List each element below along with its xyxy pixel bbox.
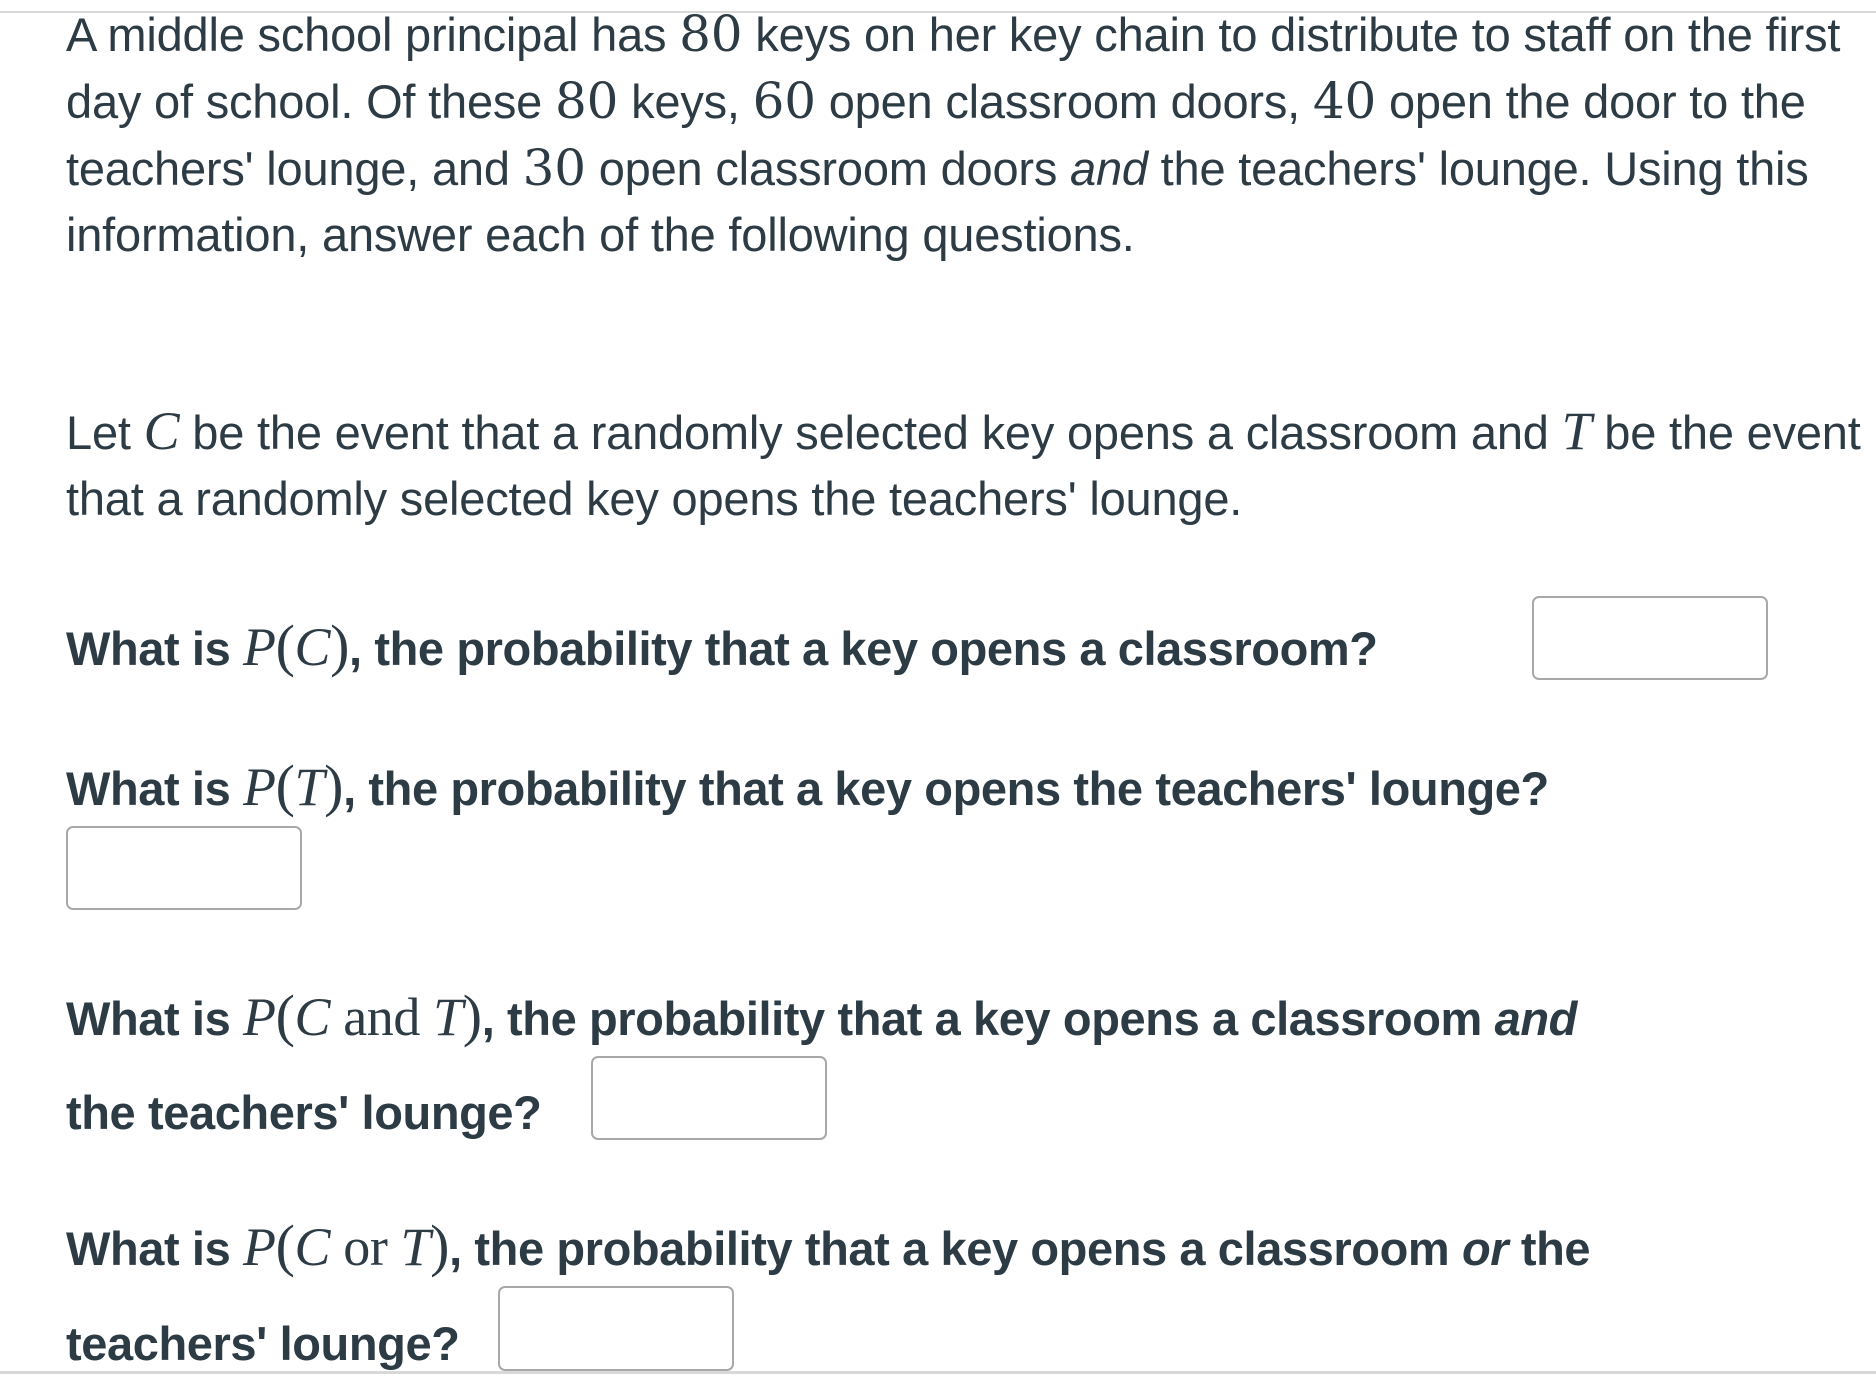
question-p-c-and-t-line2 — [66, 1080, 542, 1146]
intro-text: A middle school principal has — [66, 8, 680, 61]
question-text: , the probability that a key opens the teachers' lounge? — [343, 762, 1549, 815]
question-text: , the probability that a key opens a classroom? — [349, 622, 1378, 675]
question-text: , the probability that a key opens a classroom — [449, 1222, 1462, 1275]
bottom-divider — [0, 1371, 1876, 1374]
variable-t: T — [1561, 401, 1592, 461]
question-p-c-or-t: What is P(C or T), the probability that a key opens a classroom or the — [66, 1213, 1591, 1278]
question-prefix: What is — [66, 992, 243, 1045]
question-p-c-or-t-line2 — [66, 1311, 460, 1377]
variable-t: T — [400, 1217, 431, 1277]
question-text: , the probability that a key opens a classroom — [481, 992, 1495, 1045]
variable-c: C — [294, 617, 331, 677]
intro-text: keys, — [618, 75, 753, 128]
question-text: the — [1508, 1222, 1591, 1275]
answer-input-p-c-or-t[interactable] — [498, 1286, 734, 1371]
intro-text: the teachers' lounge. Using this information, answer each of the following questions. — [66, 142, 1809, 261]
emphasis-or: or — [1461, 1222, 1509, 1275]
intro-text: open classroom doors, — [815, 75, 1313, 128]
emphasis-and: and — [1070, 142, 1148, 195]
variable-c: C — [294, 1217, 331, 1277]
question-text: teachers' lounge? — [66, 1317, 460, 1370]
question-p-t: What is P(T), the probability that a key opens the teachers' lounge? — [66, 753, 1549, 818]
definition-text: Let — [66, 406, 144, 459]
variable-t: T — [294, 757, 325, 817]
variable-c: C — [143, 401, 180, 461]
function-p: P — [242, 617, 276, 677]
question-prefix: What is — [66, 1222, 243, 1275]
number-classroom-keys: 60 — [752, 72, 816, 130]
question-text: the teachers' lounge? — [66, 1086, 542, 1139]
intro-text: open the door to the teachers' lounge, and — [66, 75, 1806, 195]
variable-c: C — [294, 987, 331, 1047]
event-definitions — [66, 398, 1866, 532]
function-p: P — [242, 987, 276, 1047]
answer-input-p-t[interactable] — [66, 826, 302, 910]
question-prefix: What is — [66, 762, 243, 815]
question-p-c-and-t: What is P(C and T), the probability that a key opens a classroom and — [66, 983, 1577, 1048]
emphasis-and: and — [1494, 992, 1577, 1045]
function-p: P — [242, 757, 276, 817]
number-total-keys: 80 — [679, 5, 743, 63]
question-prefix: What is — [66, 622, 243, 675]
intro-text: open classroom doors — [585, 142, 1070, 195]
variable-t: T — [433, 987, 463, 1047]
operator-and: and — [343, 987, 421, 1047]
function-p: P — [242, 1217, 276, 1277]
number-total-keys: 80 — [554, 72, 619, 130]
answer-input-p-c-and-t[interactable] — [591, 1056, 827, 1140]
definition-text: be the event that a randomly selected key opens a classroom and — [179, 406, 1562, 459]
intro-text: keys on her key chain to distribute to staff on the first day of school. Of these — [66, 8, 1841, 128]
number-both-keys: 30 — [522, 139, 586, 197]
question-p-c: What is P(C), the probability that a key opens a classroom? — [66, 613, 1378, 678]
operator-or: or — [343, 1217, 388, 1277]
definition-text: be the event that a randomly selected key opens the teachers' lounge. — [66, 406, 1861, 525]
number-lounge-keys: 40 — [1312, 72, 1377, 130]
answer-input-p-c[interactable] — [1532, 596, 1768, 680]
problem-statement — [66, 1, 1866, 268]
